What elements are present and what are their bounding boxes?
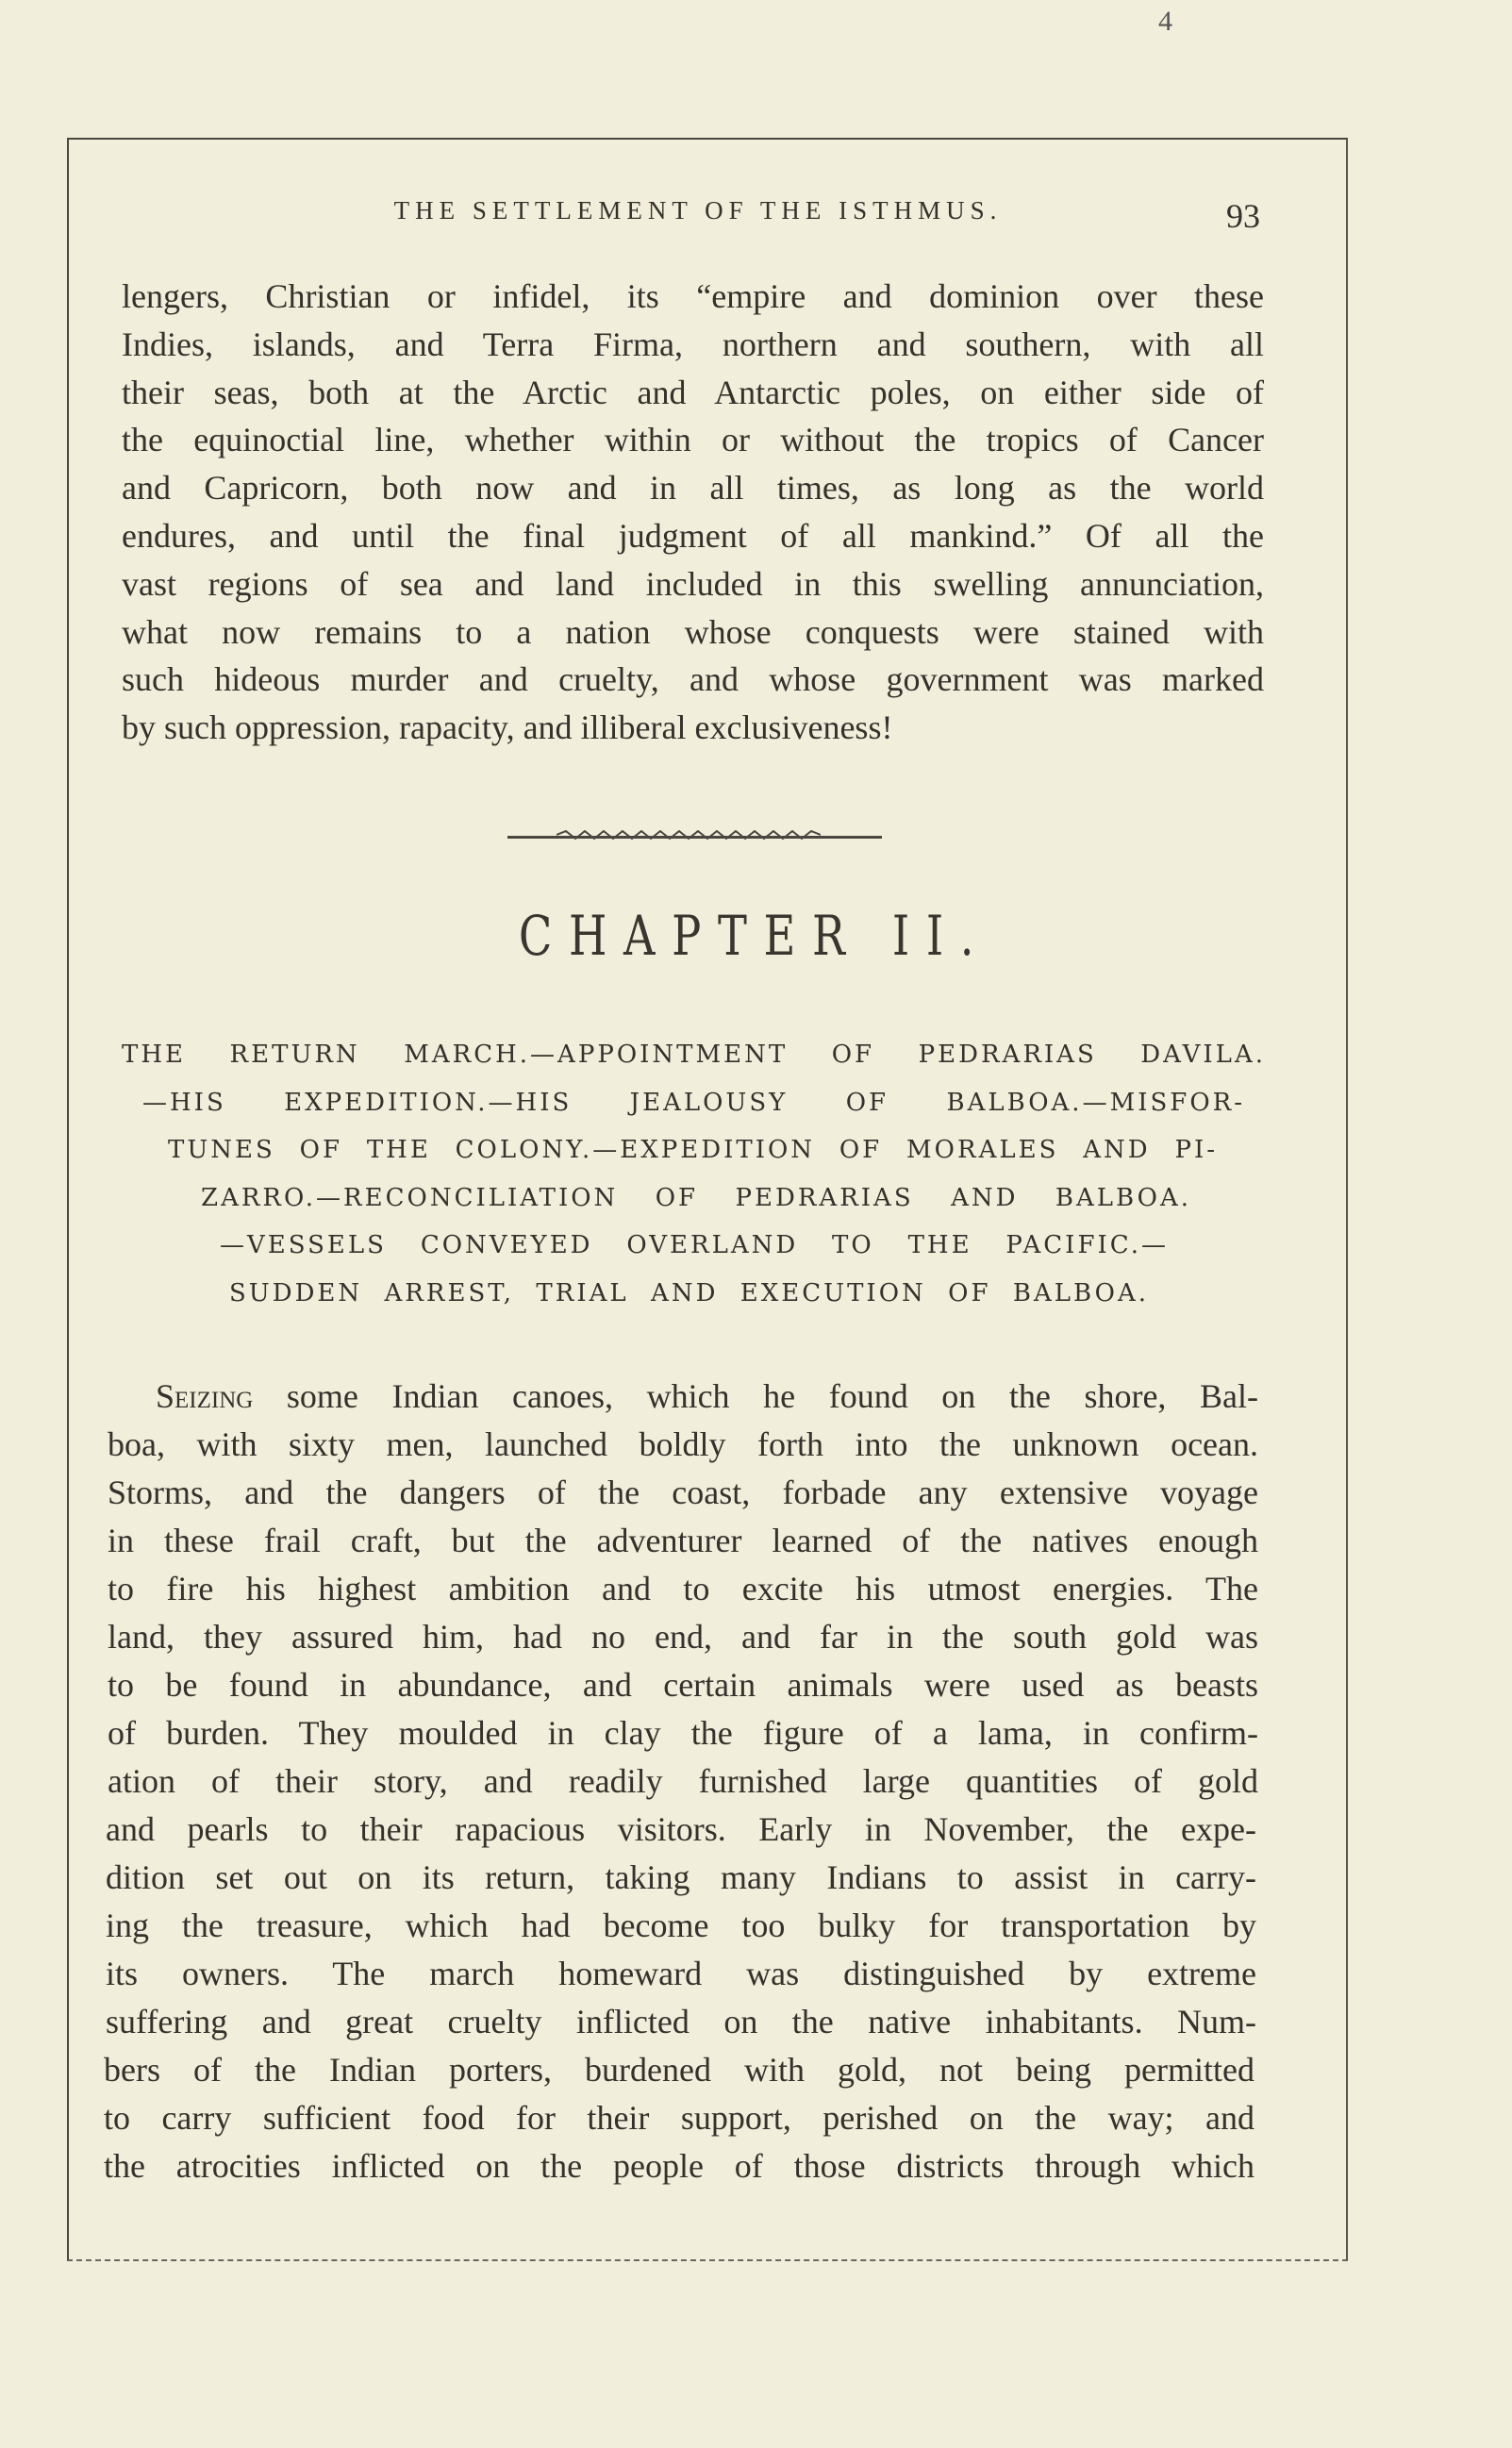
- text-line: to carry sufficient food for their support, perished on the way; and: [104, 2099, 1254, 2137]
- synopsis-line: THE RETURN MARCH.—APPOINTMENT OF PEDRARIAS DAVILA.: [122, 1041, 1266, 1069]
- text-line: by such oppression, rapacity, and illiberal exclusiveness!: [122, 708, 893, 747]
- text-line: dition set out on its return, taking many Indians to assist in carry-: [106, 1858, 1256, 1896]
- text-line: vast regions of sea and land included in this swelling annunciation,: [122, 564, 1264, 603]
- chapter-title: CHAPTER II.: [518, 904, 991, 968]
- text-line: what now remains to a nation whose conquests were stained with: [122, 612, 1264, 651]
- running-header: THE SETTLEMENT OF THE ISTHMUS.: [393, 196, 1003, 225]
- text-line: bers of the Indian porters, burdened with gold, not being permitted: [104, 2051, 1254, 2089]
- text-line: such hideous murder and cruelty, and whose government was marked: [122, 660, 1264, 699]
- corner-mark: 4: [1158, 6, 1172, 37]
- text-line: the atrocities inflicted on the people of those districts through which: [104, 2147, 1254, 2185]
- text-line: in these frail craft, but the adventurer learned of the natives enough: [108, 1522, 1258, 1559]
- text-run: some Indian canoes, which he found on the shore, Bal-: [253, 1377, 1258, 1415]
- text-line: [156, 1375, 1258, 1417]
- text-line: endures, and until the final judgment of all mankind.” Of all the: [122, 517, 1264, 555]
- text-line: suffering and great cruelty inflicted on the native inhabitants. Num-: [106, 2003, 1256, 2040]
- synopsis-line: TUNES OF THE COLONY.—EXPEDITION OF MORALES AND PI-: [168, 1136, 1218, 1164]
- synopsis-line: SUDDEN ARREST, TRIAL AND EXECUTION OF BALBOA.: [229, 1278, 1149, 1307]
- text-line: and Capricorn, both now and in all times, as long as the world: [122, 469, 1264, 508]
- text-line: boa, with sixty men, launched boldly forth into the unknown ocean.: [108, 1425, 1258, 1463]
- synopsis-line: —VESSELS CONVEYED OVERLAND TO THE PACIFIC.—: [220, 1231, 1169, 1259]
- text-line: Storms, and the dangers of the coast, forbade any extensive voyage: [108, 1474, 1258, 1511]
- text-line: to fire his highest ambition and to excite his utmost energies. The: [108, 1570, 1258, 1607]
- text-line: to be found in abundance, and certain animals were used as beasts: [108, 1666, 1258, 1704]
- text-line: the equinoctial line, whether within or without the tropics of Cancer: [122, 421, 1264, 459]
- text-line: its owners. The march homeward was distinguished by extreme: [106, 1955, 1256, 1992]
- synopsis-line: ZARRO.—RECONCILIATION OF PEDRARIAS AND BALBOA.: [201, 1183, 1191, 1212]
- divider-wave-ornament: [557, 830, 821, 840]
- text-line: land, they assured him, had no end, and far in the south gold was: [108, 1618, 1258, 1656]
- text-line: Indies, islands, and Terra Firma, northern and southern, with all: [122, 325, 1264, 363]
- text-line: lengers, Christian or infidel, its “empire and dominion over these: [122, 277, 1264, 315]
- text-line: ing the treasure, which had become too bulky for transportation by: [106, 1907, 1256, 1944]
- text-line: ation of their story, and readily furnished large quantities of gold: [108, 1762, 1258, 1800]
- page-number: 93: [1226, 197, 1260, 235]
- drop-word: Seizing: [156, 1377, 254, 1415]
- text-line: of burden. They moulded in clay the figure of a lama, in confirm-: [108, 1714, 1258, 1752]
- text-line: and pearls to their rapacious visitors. Early in November, the expe-: [106, 1810, 1256, 1848]
- synopsis-line: —HIS EXPEDITION.—HIS JEALOUSY OF BALBOA.—MISFOR-: [142, 1088, 1245, 1117]
- text-line: their seas, both at the Arctic and Antarctic poles, on either side of: [122, 373, 1264, 411]
